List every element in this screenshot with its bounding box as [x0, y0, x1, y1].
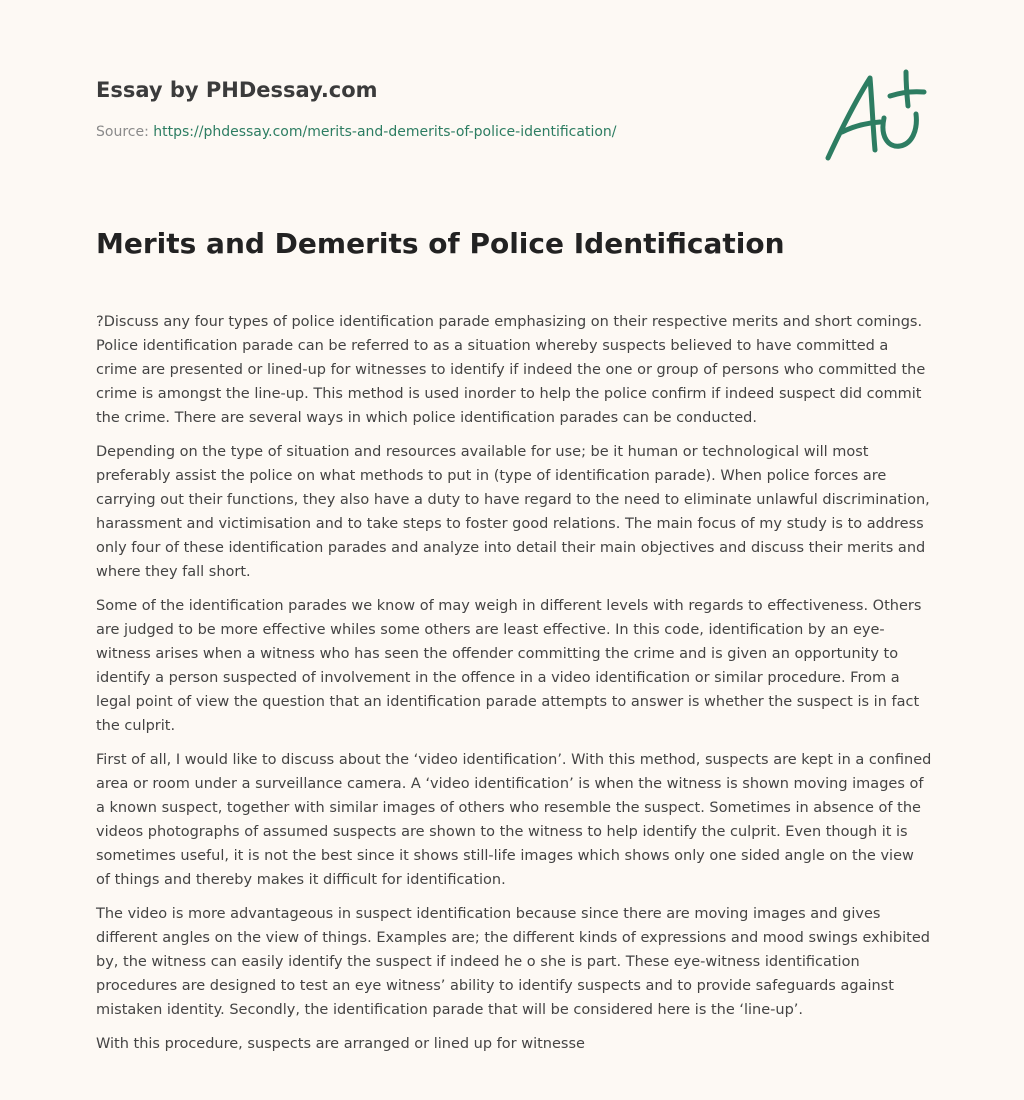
paragraph-4: First of all, I would like to discuss about the ‘video identification’. With this method, suspects are kept in a confined area or room under a surveillance camera. A ‘video identification’ is when the witness is shown moving images of a known suspect, together with similar images of others who resemble the suspect. Sometimes in absence of the videos photographs of assumed suspects are shown to the witness to help identify the culprit. Even though it is sometimes useful, it is not the best since it shows still-life images which shows only one sided angle on the view of things and thereby makes it difficult for identification.: [96, 752, 932, 888]
essay-header: [96, 76, 856, 142]
paragraph-1: ?Discuss any four types of police identification parade emphasizing on their respective merits and short comings. Police identification parade can be referred to as a situation whereby suspects believed to have committed a crime are presented or lined-up for witnesses to identify if indeed the one or group of persons who committed the crime is amongst the line-up. This method is used inorder to help the police confirm if indeed suspect did commit the crime. There are several ways in which police identification parades can be conducted.: [96, 314, 926, 426]
paragraph-5: The video is more advantageous in suspect identification because since there are moving images and gives different angles on the view of things. Examples are; the different kinds of expressions and mood swings exhibited by, the witness can easily identify the suspect if indeed he o she is part. These eye-witness identification procedures are designed to test an eye witness’ ability to identify suspects and to provide safeguards against mistaken identity. Secondly, the identification parade that will be considered here is the ‘line-up’.: [96, 906, 930, 1018]
article-title: Merits and Demerits of Police Identification: [96, 227, 785, 260]
paragraph-3: Some of the identification parades we know of may weigh in different levels with regards to effectiveness. Others are judged to be more effective whiles some others are least effective. In this code, identification by an eye-witness arises when a witness who has seen the offender committing the crime and is given an opportunity to identify a person suspected of involvement in the offence in a video identification or similar procedure. From a legal point of view the question that an identification parade attempts to answer is whether the suspect is in fact the culprit.: [96, 598, 922, 734]
source-link[interactable]: https://phdessay.com/merits-and-demerits-of-police-identification/: [153, 124, 617, 140]
paragraph-2: Depending on the type of situation and resources available for use; be it human or technological will most preferably assist the police on what methods to put in (type of identification parade). When police forces are carrying out their functions, they also have a duty to have regard to the need to eliminate unlawful discrimination, harassment and victimisation and to take steps to foster good relations. The main focus of my study is to address only four of these identification parades and analyze into detail their main objectives and discuss their merits and where they fall short.: [96, 444, 930, 580]
paragraph-6: With this procedure, suspects are arranged or lined up for witnesse: [96, 1036, 585, 1052]
brand-title: Essay by PHDessay.com: [96, 78, 378, 102]
a-plus-grade-icon: [818, 66, 930, 166]
source-line: [96, 122, 856, 142]
article-body: [96, 310, 932, 1066]
source-label: Source:: [96, 124, 149, 140]
